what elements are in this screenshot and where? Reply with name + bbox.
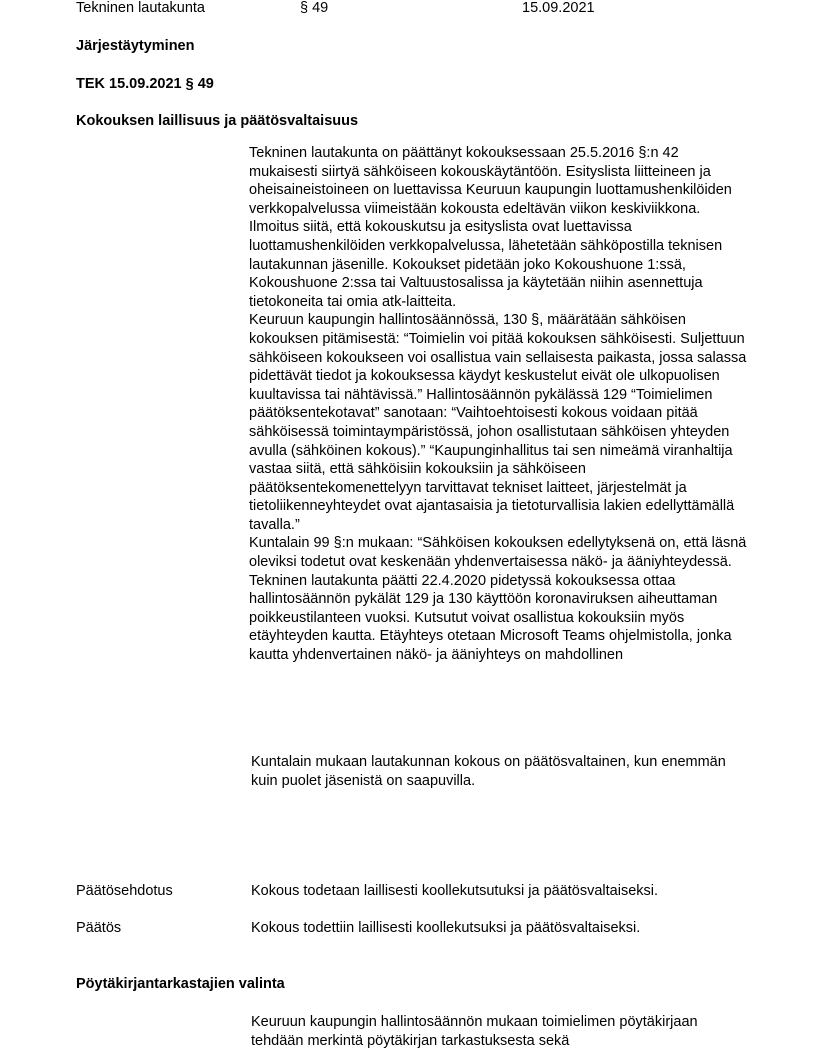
paragraph: Tekninen lautakunta on päättänyt kokouksessaan 25.5.2016 §:n 42 mukaisesti siirtyä sähköiseen kokouskäytäntöön. Esityslista liitteineen ja oheisaineistoineen on luettavissa Keuruun kaupungin luottamushenkilöiden verkkopalvelussa viimeistään kokousta edeltävän viikon keskiviikkona. Ilmoitus siitä, että kokouskutsu ja esityslista ovat luettavissa luottamushenkilöiden verkkopalvelussa, lähetetään sähköpostilla teknisen lautakunnan jäsenille. Kokoukset pidetään joko Kokoushuone 1:ssä, Kokoushuone 2:ssa tai Valtuustosalissa ja käytetään niihin asennettuja tietokoneita tai omia atk-laitteita. — [249, 145, 732, 310]
section-title-inspectors: Pöytäkirjantarkastajien valinta — [76, 976, 285, 992]
paragraph: Keuruun kaupungin hallintosäännössä, 130 §, määrätään sähköisen kokouksen pitämisestä: “Toimielin voi pitää kokouksen sähköisesti. Suljettuun sähköiseen kokoukseen voi osallistua vain sellaisesta paikasta, jossa salassa pidettävät tiedot ja kokouksessa käydyt keskustelut eivät ole ulkopuolisen kuultavissa tai nähtävissä.” Hallintosäännön pykälässä 129 “Toimielimen päätöksentekotavat” sanotaan: “Vaihtoehtoisesti kokous voidaan pitää sähköisessä toimintaympäristössä, johon osallistutaan sähköisen yhteyden avulla (sähköinen kokous).” “Kaupunginhallitus tai sen nimeämä viranhaltija vastaa siitä, että sähköisiin kokouksiin ja sähköiseen päätöksentekomenettelyyn tarvittavat tekniset laitteet, järjestelmät ja tietoliikenneyhteydet ovat ajantasaisia ja tietoturvallisia lakien edellyttämällä tavalla.” — [249, 312, 747, 533]
quorum-paragraph: Kuntalain mukaan lautakunnan kokous on päätösvaltainen, kun enemmän kuin puolet jäsenistä on saapuvilla. — [251, 754, 726, 789]
proposal-label: Päätösehdotus — [76, 883, 173, 899]
reference-line: TEK 15.09.2021 § 49 — [76, 76, 214, 92]
decision-label: Päätös — [76, 920, 122, 936]
header-board: Tekninen lautakunta — [76, 0, 205, 16]
section-body-inspectors: Keuruun kaupungin hallintosäännön mukaan toimielimen pöytäkirjaan tehdään merkintä pöytäkirjan tarkastuksesta sekä — [251, 1014, 698, 1049]
decision-text: Kokous todettiin laillisesti koollekutsuksi ja päätösvaltaiseksi. — [251, 920, 641, 936]
paragraph: Tekninen lautakunta päätti 22.4.2020 pidetyssä kokouksessa ottaa hallintosäännön pykälät 129 ja 130 käyttöön koronaviruksen aiheuttaman poikkeustilanteen vuoksi. Kutsutut voivat osallistua kokouksiin myös etäyhteyden kautta. Etäyhteys otetaan Microsoft Teams ohjelmistolla, jonka kautta yhdenvertainen näkö- ja ääniyhteys on mahdollinen — [249, 572, 732, 664]
topic-title: Järjestäytyminen — [76, 38, 195, 54]
paragraph: Kuntalain 99 §:n mukaan: “Sähköisen kokouksen edellytyksenä on, että läsnä oleviksi todetut ovat keskenään yhdenvertaisessa näkö- ja ääniyhteydessä. — [249, 535, 747, 571]
header-section-number: § 49 — [300, 0, 329, 16]
header-date: 15.09.2021 — [522, 0, 595, 16]
proposal-text: Kokous todetaan laillisesti koollekutsutuksi ja päätösvaltaiseksi. — [251, 883, 659, 899]
section-title-legality: Kokouksen laillisuus ja päätösvaltaisuus — [76, 113, 359, 129]
section-body-legality — [249, 144, 749, 665]
